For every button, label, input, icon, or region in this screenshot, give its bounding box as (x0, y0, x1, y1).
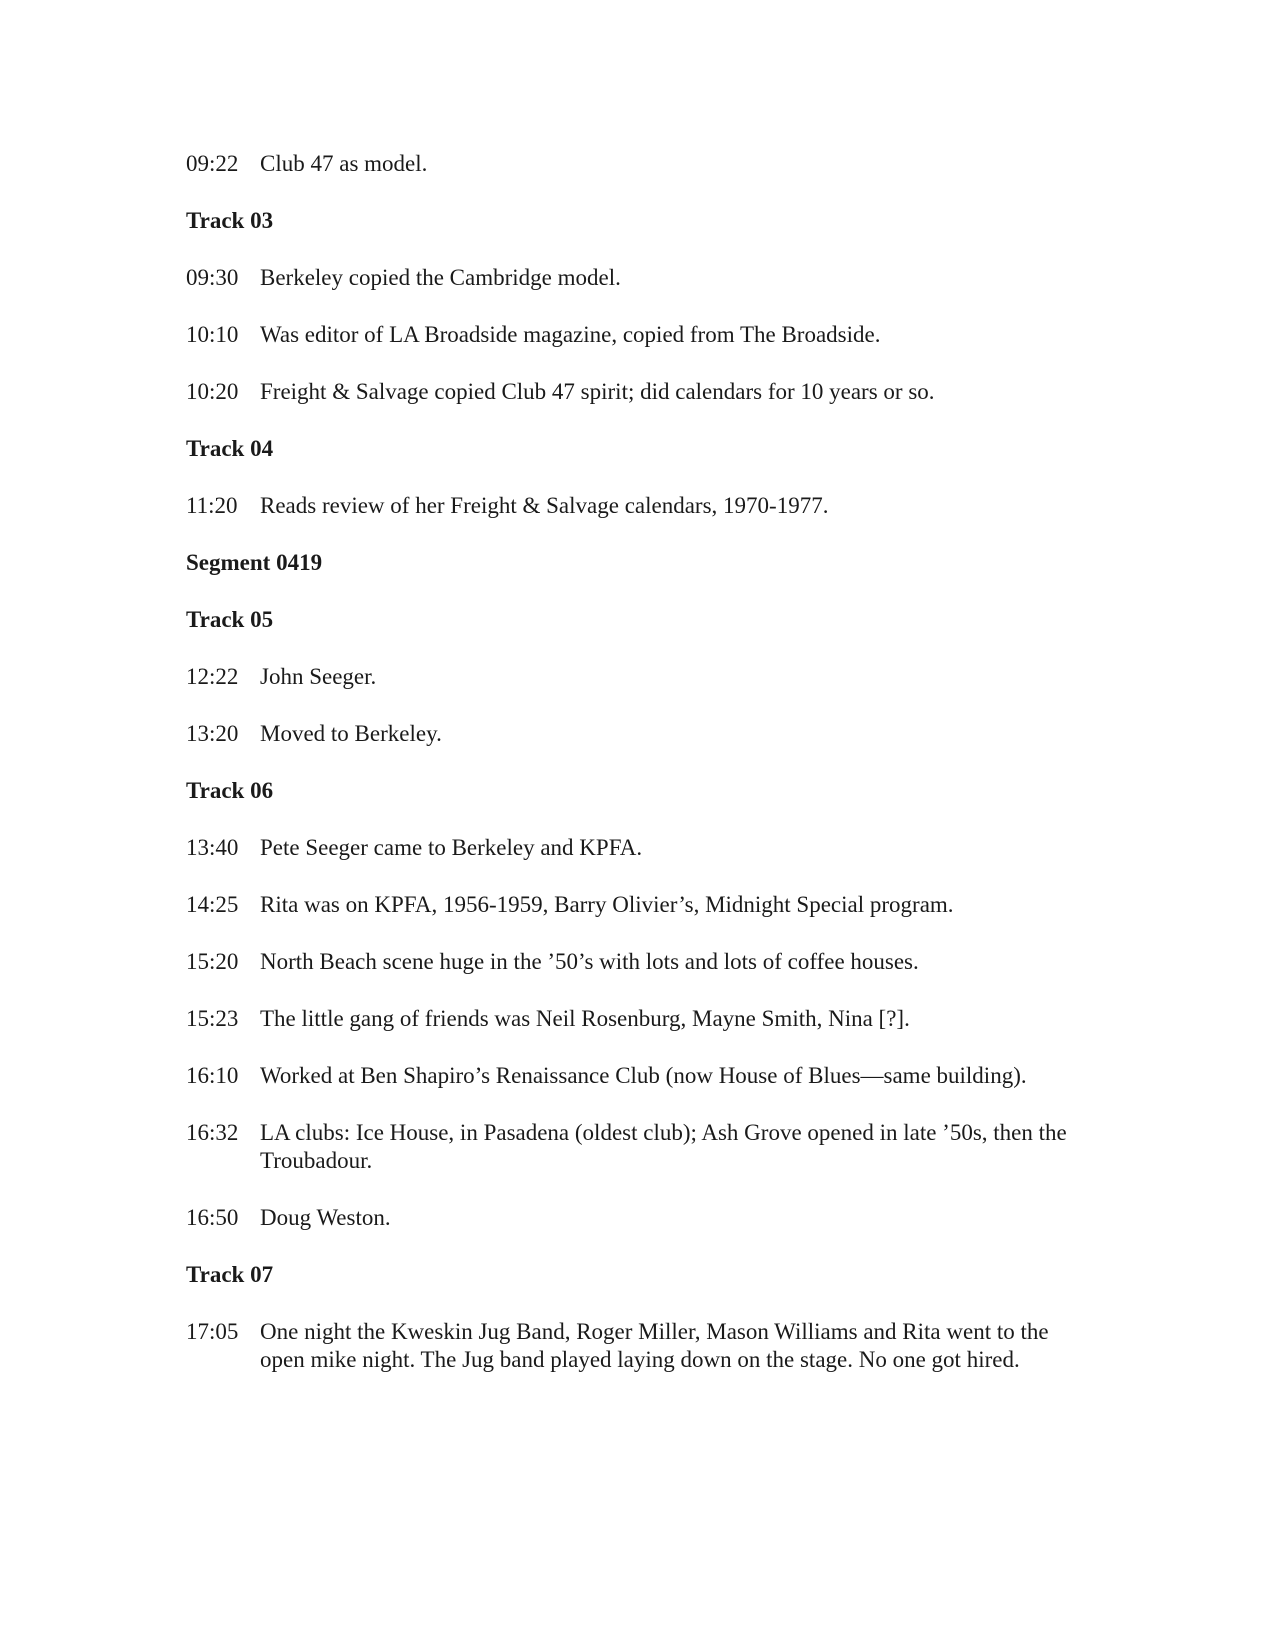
log-entry (186, 663, 1086, 691)
entry-text: Worked at Ben Shapiro’s Renaissance Club (now House of Blues—same building). (260, 1063, 1027, 1088)
log-entry (186, 891, 1086, 919)
log-entry (186, 378, 1086, 406)
log-entry (186, 1204, 1086, 1232)
entry-text: Doug Weston. (260, 1205, 391, 1230)
timestamp: 16:50 (186, 1205, 239, 1230)
entry-text: John Seeger. (260, 664, 377, 689)
log-entry (186, 264, 1086, 292)
timestamp: 13:40 (186, 835, 239, 860)
log-entry (186, 150, 1086, 178)
timestamp: 09:22 (186, 151, 239, 176)
entry-text: North Beach scene huge in the ’50’s with lots and lots of coffee houses. (260, 949, 919, 974)
log-entry (186, 321, 1086, 349)
timestamp: 09:30 (186, 265, 239, 290)
log-entry (186, 720, 1086, 748)
timestamp: 15:23 (186, 1006, 239, 1031)
timestamp: 10:10 (186, 322, 239, 347)
track-heading: Track 03 (186, 208, 274, 233)
timestamp: 13:20 (186, 721, 239, 746)
entry-text: One night the Kweskin Jug Band, Roger Miller, Mason Williams and Rita went to the open mike night. The Jug band played laying down on the stage. No one got hired. (260, 1319, 1049, 1372)
track-heading: Track 07 (186, 1262, 274, 1287)
timestamp: 10:20 (186, 379, 239, 404)
log-entry (186, 834, 1086, 862)
entry-text: Was editor of LA Broadside magazine, copied from The Broadside. (260, 322, 881, 347)
entry-text: The little gang of friends was Neil Rosenburg, Mayne Smith, Nina [?]. (260, 1006, 910, 1031)
log-entry (186, 492, 1086, 520)
entry-text: Pete Seeger came to Berkeley and KPFA. (260, 835, 643, 860)
log-entry (186, 1005, 1086, 1033)
entry-text: Rita was on KPFA, 1956-1959, Barry Olivier’s, Midnight Special program. (260, 892, 954, 917)
transcript-log (186, 150, 1086, 1403)
track-heading: Track 06 (186, 778, 274, 803)
entry-text: Moved to Berkeley. (260, 721, 442, 746)
track-heading: Track 04 (186, 436, 274, 461)
log-entry (186, 1119, 1086, 1175)
entry-text: LA clubs: Ice House, in Pasadena (oldest club); Ash Grove opened in late ’50s, then the Troubadour. (260, 1120, 1067, 1173)
segment-heading: Segment 0419 (186, 550, 323, 575)
entry-text: Club 47 as model. (260, 151, 428, 176)
timestamp: 15:20 (186, 949, 239, 974)
timestamp: 16:10 (186, 1063, 239, 1088)
log-entry (186, 1318, 1086, 1374)
entry-text: Freight & Salvage copied Club 47 spirit; did calendars for 10 years or so. (260, 379, 935, 404)
timestamp: 16:32 (186, 1120, 239, 1145)
timestamp: 14:25 (186, 892, 239, 917)
track-heading: Track 05 (186, 607, 274, 632)
entry-text: Reads review of her Freight & Salvage calendars, 1970-1977. (260, 493, 829, 518)
log-entry (186, 1062, 1086, 1090)
entry-text: Berkeley copied the Cambridge model. (260, 265, 621, 290)
timestamp: 17:05 (186, 1319, 239, 1344)
timestamp: 11:20 (186, 493, 238, 518)
timestamp: 12:22 (186, 664, 239, 689)
log-entry (186, 948, 1086, 976)
